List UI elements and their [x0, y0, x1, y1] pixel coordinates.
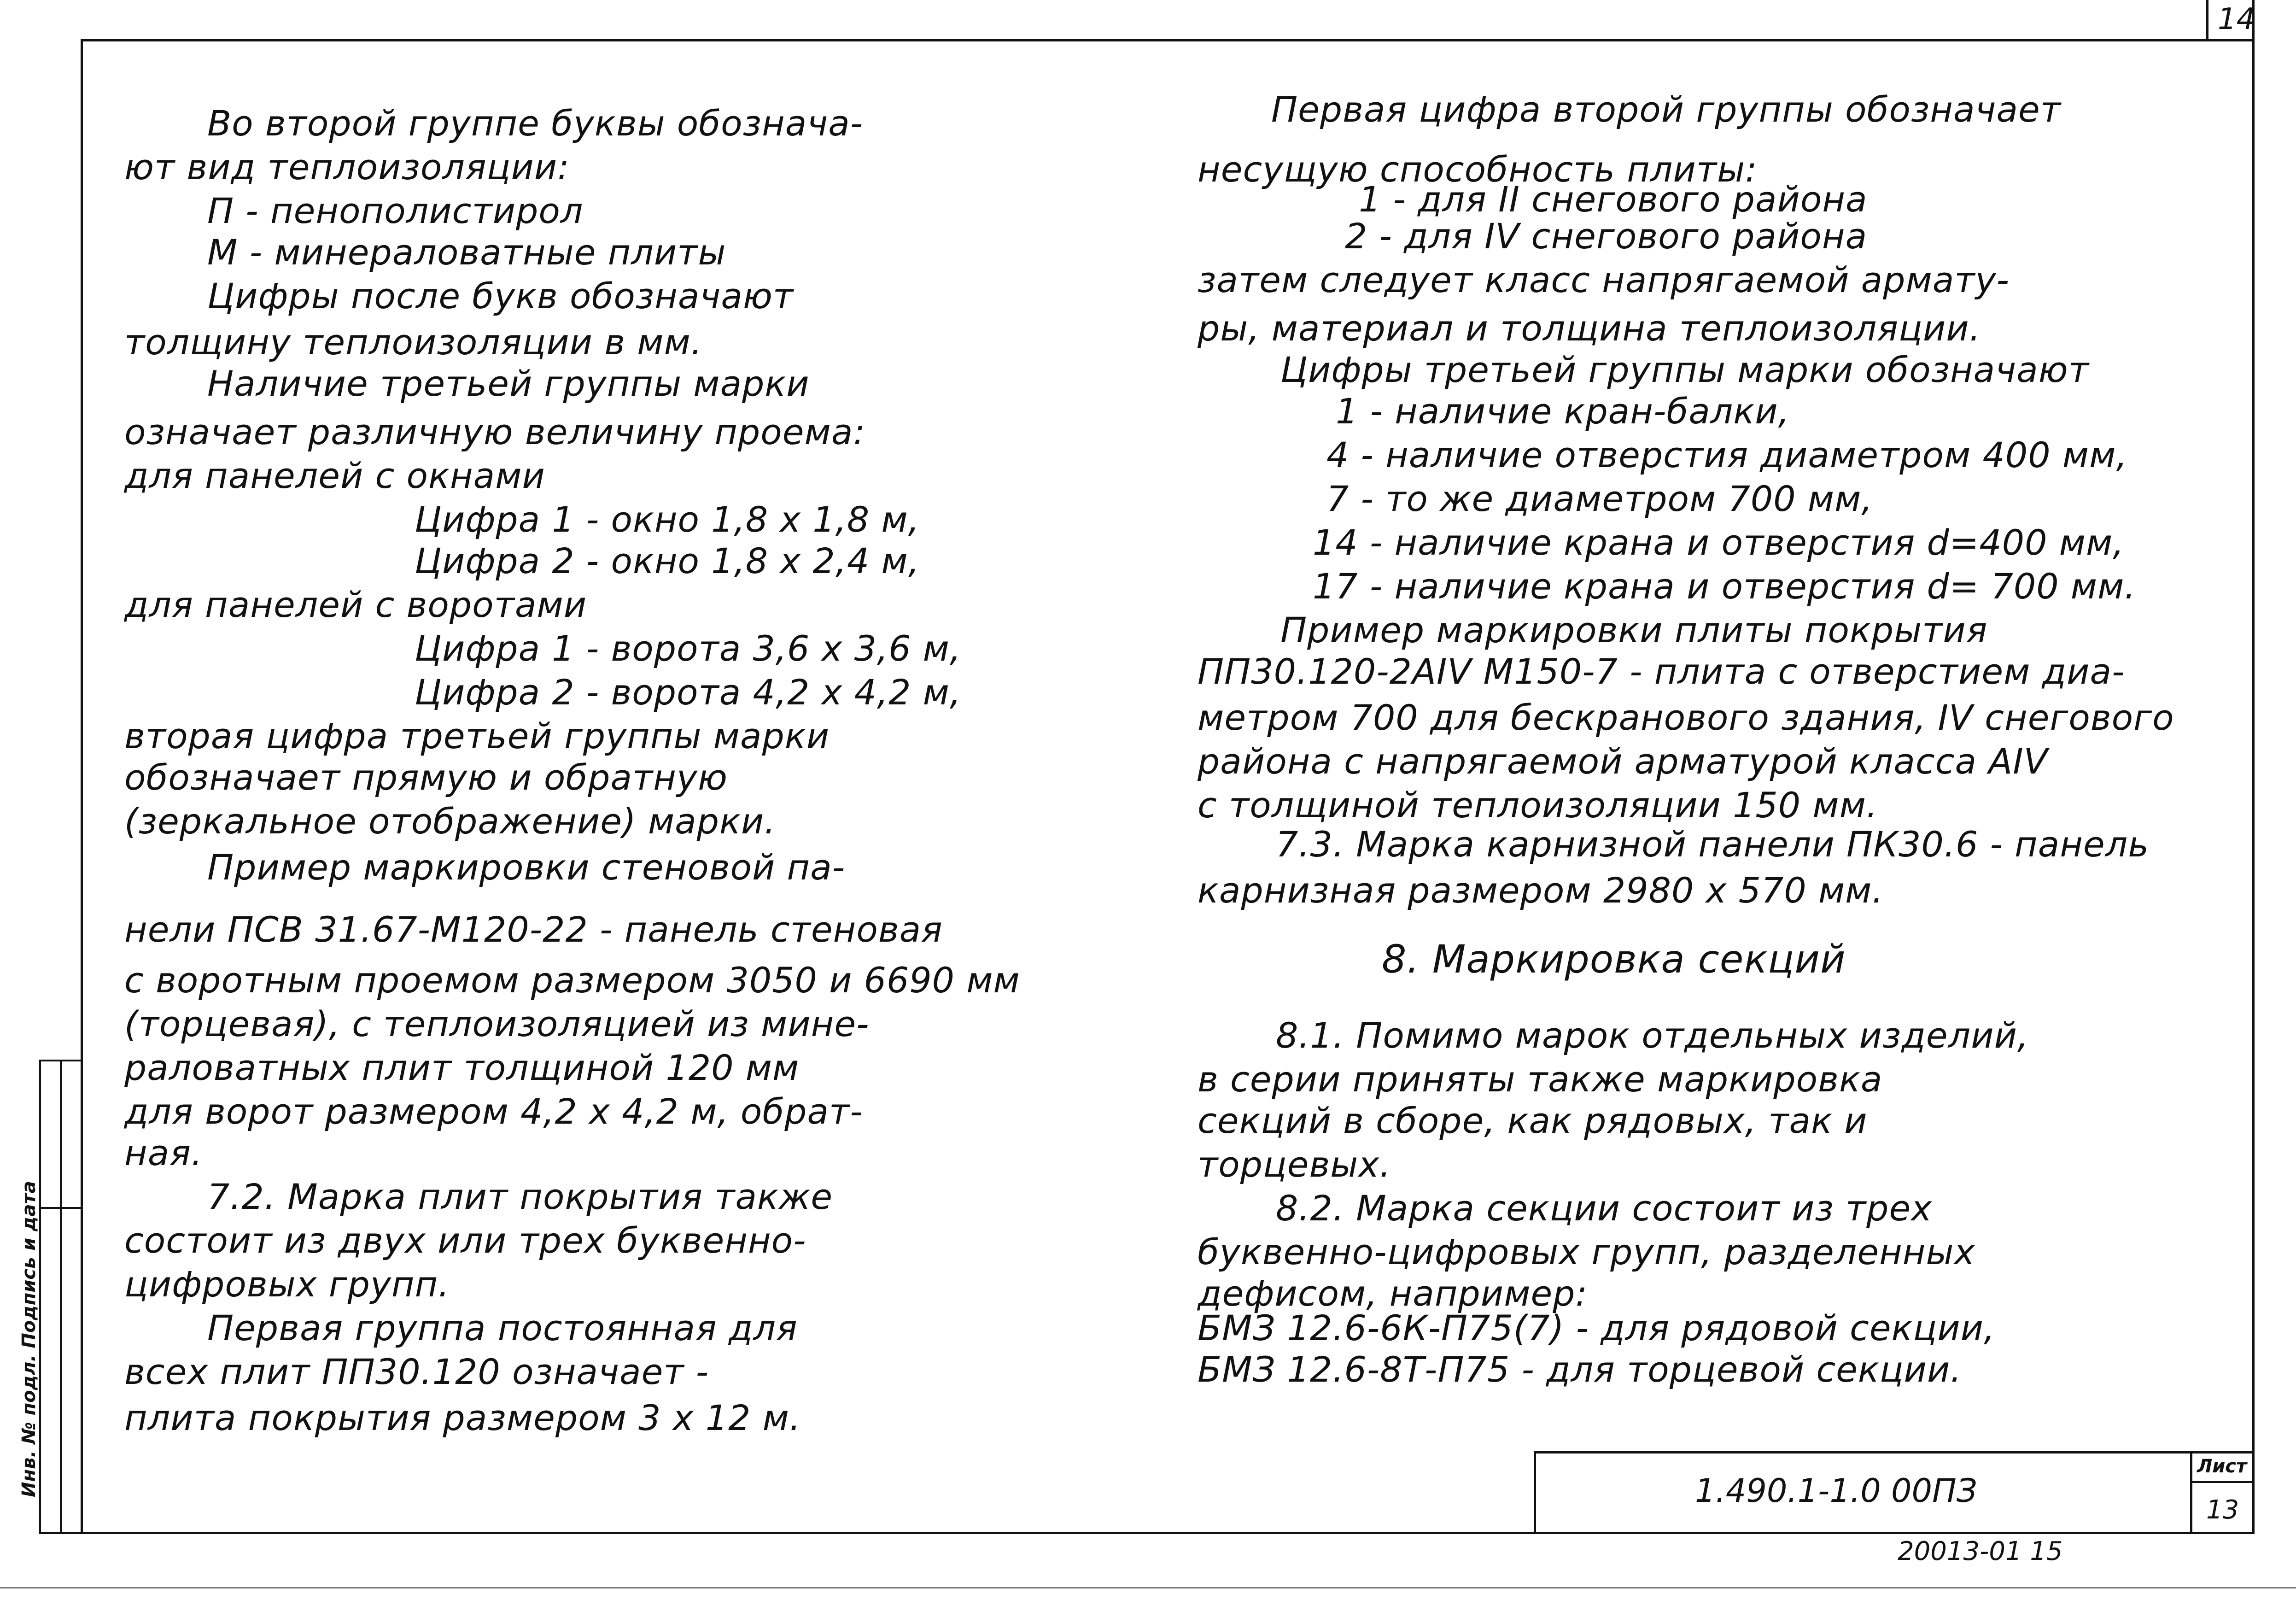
text-line: 14 - наличие крана и отверстия d=400 мм, [1313, 522, 2125, 563]
text-line: Наличие третьей группы марки [207, 363, 810, 404]
text-line: дефисом, например: [1198, 1273, 1588, 1314]
text-line: 1 - для II снегового района [1359, 179, 1868, 220]
scan-edge-line [0, 1587, 2296, 1588]
text-line: толщину теплоизоляции в мм. [124, 322, 702, 363]
text-line: 4 - наличие отверстия диаметром 400 мм, [1326, 434, 2128, 475]
text-line: района с напрягаемой арматурой класса АIV [1198, 741, 2048, 782]
text-line: в серии приняты также маркировка [1198, 1059, 1883, 1100]
text-line: вторая цифра третьей группы марки [124, 715, 830, 756]
text-line: секций в сборе, как рядовых, так и [1198, 1100, 1868, 1141]
text-line: плита покрытия размером 3 х 12 м. [124, 1397, 801, 1438]
text-line: Пример маркировки стеновой па- [207, 847, 846, 888]
text-line: ПП30.120-2АIV М150-7 - плита с отверстием диа- [1198, 651, 2125, 692]
text-line: Цифра 1 - ворота 3,6 х 3,6 м, [415, 628, 962, 669]
text-line: цифровых групп. [124, 1264, 450, 1305]
text-line: Цифры после букв обозначают [207, 275, 794, 316]
text-line: 17 - наличие крана и отверстия d= 700 мм. [1313, 566, 2136, 607]
text-line: М - минераловатные плиты [207, 232, 726, 273]
text-line: для панелей с окнами [124, 455, 545, 496]
text-line: ры, материал и толщина теплоизоляции. [1198, 308, 1981, 349]
sheet-label: Лист [2197, 1456, 2247, 1477]
text-line: Первая группа постоянная для [207, 1307, 798, 1348]
text-line: ют вид теплоизоляции: [124, 147, 570, 188]
margin-vertical-label: Инв. № подл. Подпись и дата [18, 1181, 40, 1497]
text-line: 7.2. Марка плит покрытия также [207, 1176, 833, 1217]
text-line: для панелей с воротами [124, 584, 587, 625]
corner-sheet-number: 14 [2218, 2, 2255, 36]
text-line: 7.3. Марка карнизной панели ПК30.6 - панель [1276, 824, 2150, 865]
section-heading: 8. Маркировка секций [1382, 937, 1846, 982]
text-line: БМЗ 12.6-6К-П75(7) - для рядовой секции, [1198, 1307, 1996, 1348]
text-line: для ворот размером 4,2 х 4,2 м, обрат- [124, 1091, 863, 1132]
text-line: Первая цифра второй группы обозначает [1271, 89, 2062, 130]
stamp-left [1534, 1451, 1536, 1534]
text-line: означает различную величину проема: [124, 411, 866, 452]
archive-code: 20013-01 15 [1898, 1536, 2063, 1566]
text-line: Цифра 1 - окно 1,8 х 1,8 м, [415, 499, 920, 540]
text-line: затем следует класс напрягаемой армату- [1198, 259, 2010, 300]
text-line: буквенно-цифровых групп, разделенных [1198, 1231, 1975, 1272]
text-line: карнизная размером 2980 х 570 мм. [1198, 870, 1884, 911]
text-line: с воротным проемом размером 3050 и 6690 мм [124, 960, 1020, 1001]
text-line: Цифры третьей группы марки обозначают [1280, 349, 2089, 390]
text-line: метром 700 для бескранового здания, IV снегового [1198, 697, 2174, 738]
text-line: 1 - наличие кран-балки, [1336, 391, 1790, 432]
text-line: обозначает прямую и обратную [124, 757, 728, 798]
stamp-top [1534, 1451, 2255, 1453]
stamp-sheet-label-line [2190, 1481, 2255, 1483]
stamp-sheet-divider [2190, 1451, 2192, 1534]
text-line: Цифра 2 - ворота 4,2 х 4,2 м, [415, 672, 962, 713]
text-line: состоит из двух или трех буквенно- [124, 1220, 806, 1261]
text-line: (торцевая), с теплоизоляцией из мине- [124, 1003, 870, 1044]
text-line: ная. [124, 1132, 203, 1173]
text-line: БМЗ 12.6-8Т-П75 - для торцевой секции. [1198, 1349, 1962, 1390]
text-line: 8.2. Марка секции состоит из трех [1276, 1188, 1933, 1229]
text-line: Во второй группе буквы обознача- [207, 103, 864, 144]
text-line: П - пенополистирол [207, 190, 584, 231]
text-line: торцевых. [1198, 1144, 1391, 1185]
text-line: 8.1. Помимо марок отдельных изделий, [1276, 1015, 2029, 1056]
text-line: 2 - для IV снегового района [1345, 216, 1868, 257]
text-line: нели ПСВ 31.67-М120-22 - панель стеновая [124, 909, 943, 950]
text-line: с толщиной теплоизоляции 150 мм. [1198, 785, 1878, 826]
document-code: 1.490.1-1.0 00ПЗ [1695, 1472, 1977, 1510]
text-line: всех плит ПП30.120 означает - [124, 1351, 709, 1392]
text-line: раловатных плит толщиной 120 мм [124, 1047, 800, 1088]
sheet-number: 13 [2206, 1495, 2239, 1525]
text-line: 7 - то же диаметром 700 мм, [1326, 478, 1873, 519]
text-line: Пример маркировки плиты покрытия [1280, 610, 1988, 651]
text-line: несущую способность плиты: [1198, 149, 1758, 190]
text-line: Цифра 2 - окно 1,8 х 2,4 м, [415, 540, 920, 581]
text-line: (зеркальное отображение) марки. [124, 801, 776, 842]
